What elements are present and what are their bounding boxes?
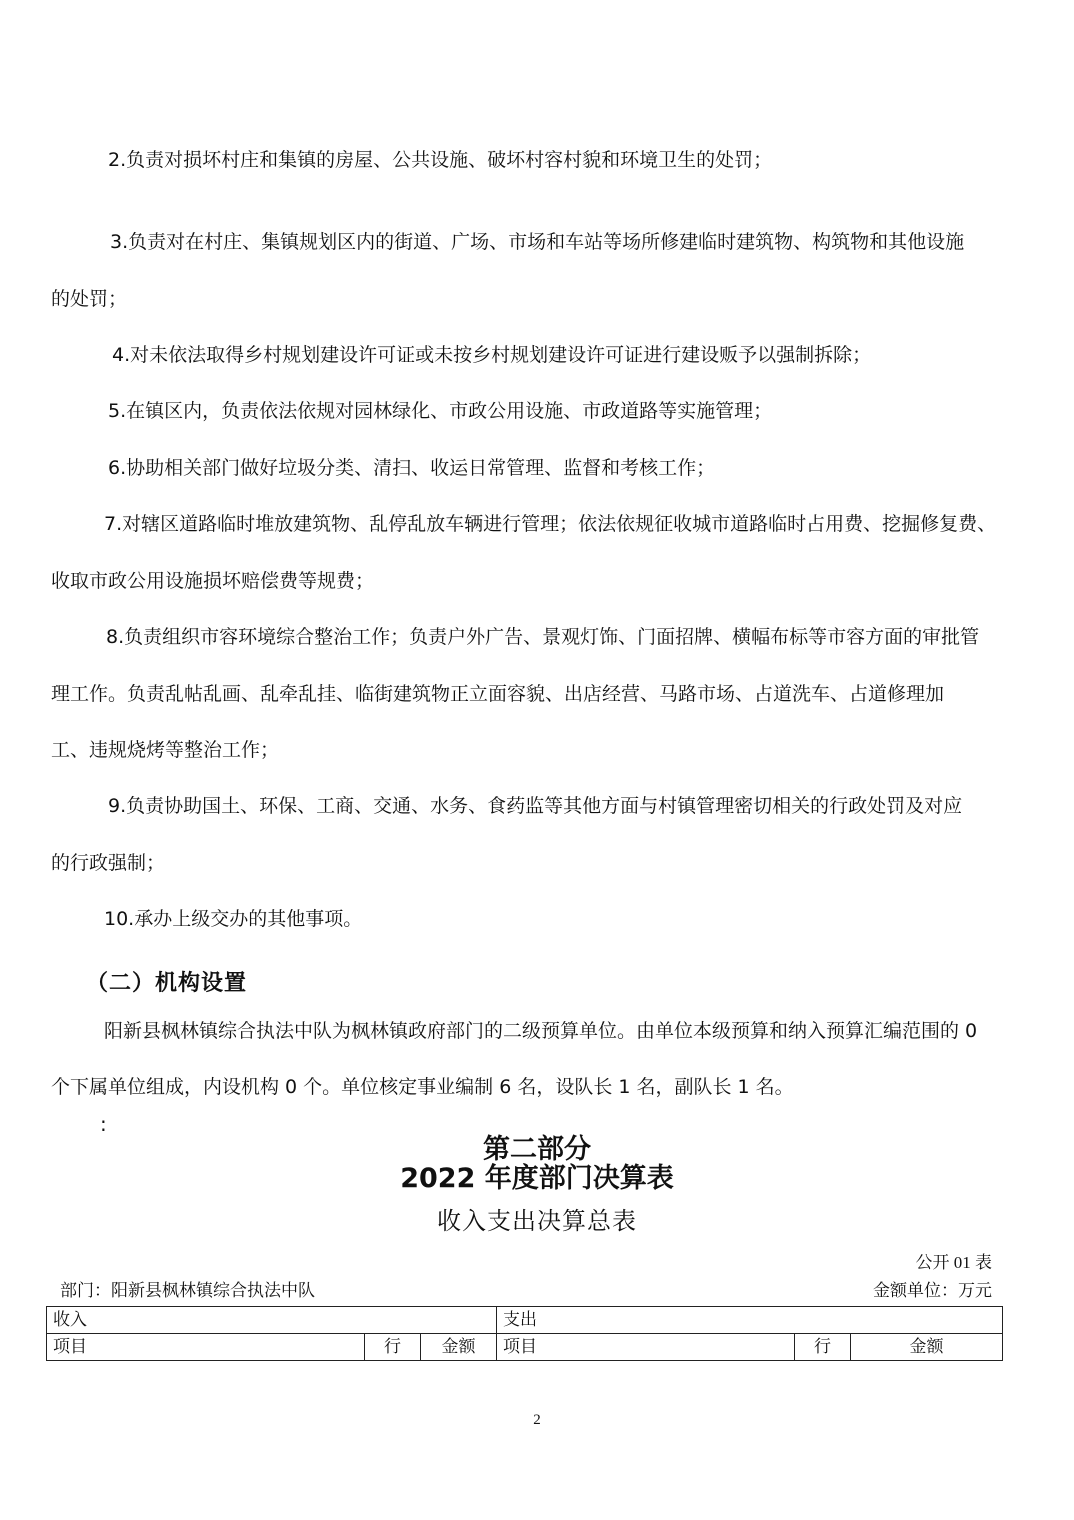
section-heading-organization: （二）机构设置: [86, 970, 248, 996]
paragraph-item-3-line-1: 3.负责对在村庄、集镇规划区内的街道、广场、市场和车站等场所修建临时建筑物、构筑物和其他设施: [110, 231, 965, 253]
organization-text-line-1: 阳新县枫林镇综合执法中队为枫林镇政府部门的二级预算单位。由单位本级预算和纳入预算汇编范围的 0: [104, 1020, 978, 1042]
expense-header: 支出: [497, 1307, 1003, 1334]
stray-mark: :: [100, 1112, 107, 1136]
paragraph-item-8-line-1: 8.负责组织市容环境综合整治工作；负责户外广告、景观灯饰、门面招牌、横幅布标等市容方面的审批管: [106, 626, 980, 648]
paragraph-item-9-line-2: 的行政强制；: [51, 852, 166, 874]
income-header: 收入: [47, 1307, 497, 1334]
paragraph-item-7-line-1: 7.对辖区道路临时堆放建筑物、乱停乱放车辆进行管理；依法依规征收城市道路临时占用费、挖掘修复费、: [104, 513, 997, 535]
part-subtitle: 2022 年度部门决算表: [400, 1163, 674, 1194]
income-item-header: 项目: [47, 1334, 365, 1361]
expense-amount-header: 金额: [851, 1334, 1003, 1361]
paragraph-item-5: 5.在镇区内，负责依法依规对园林绿化、市政公用设施、市政道路等实施管理；: [108, 400, 773, 422]
table-header-row-sections: [47, 1307, 1003, 1334]
table-header-row-columns: [47, 1334, 1003, 1361]
income-amount-header: 金额: [421, 1334, 497, 1361]
part-title: 第二部分: [483, 1134, 591, 1165]
paragraph-item-8-line-2: 理工作。负责乱帖乱画、乱牵乱挂、临街建筑物正立面容貌、出店经营、马路市场、占道洗车、占道修理加: [51, 683, 945, 705]
paragraph-item-10: 10.承办上级交办的其他事项。: [104, 908, 363, 930]
income-row-header: 行: [365, 1334, 421, 1361]
department-label: 部门：阳新县枫林镇综合执法中队: [60, 1281, 315, 1300]
page-number: 2: [533, 1412, 541, 1428]
income-expense-summary-table: [46, 1306, 1003, 1361]
table-code: 公开 01 表: [915, 1253, 992, 1272]
paragraph-item-4: 4.对未依法取得乡村规划建设许可证或未按乡村规划建设许可证进行建设贩予以强制拆除；: [112, 344, 872, 366]
expense-row-header: 行: [795, 1334, 851, 1361]
paragraph-item-2: 2.负责对损坏村庄和集镇的房屋、公共设施、破坏村容村貌和环境卫生的处罚；: [108, 149, 773, 171]
paragraph-item-9-line-1: 9.负责协助国土、环保、工商、交通、水务、食药监等其他方面与村镇管理密切相关的行政处罚及对应: [108, 795, 963, 817]
expense-item-header: 项目: [497, 1334, 795, 1361]
table-title: 收入支出决算总表: [437, 1207, 637, 1235]
paragraph-item-8-line-3: 工、违规烧烤等整治工作；: [51, 739, 280, 761]
paragraph-item-3-line-2: 的处罚；: [51, 288, 128, 310]
organization-text-line-2: 个下属单位组成，内设机构 0 个。单位核定事业编制 6 名，设队长 1 名，副队长 1 名。: [51, 1076, 794, 1098]
amount-unit-label: 金额单位：万元: [873, 1281, 992, 1300]
paragraph-item-6: 6.协助相关部门做好垃圾分类、清扫、收运日常管理、监督和考核工作；: [108, 457, 716, 479]
paragraph-item-7-line-2: 收取市政公用设施损坏赔偿费等规费；: [51, 570, 375, 592]
